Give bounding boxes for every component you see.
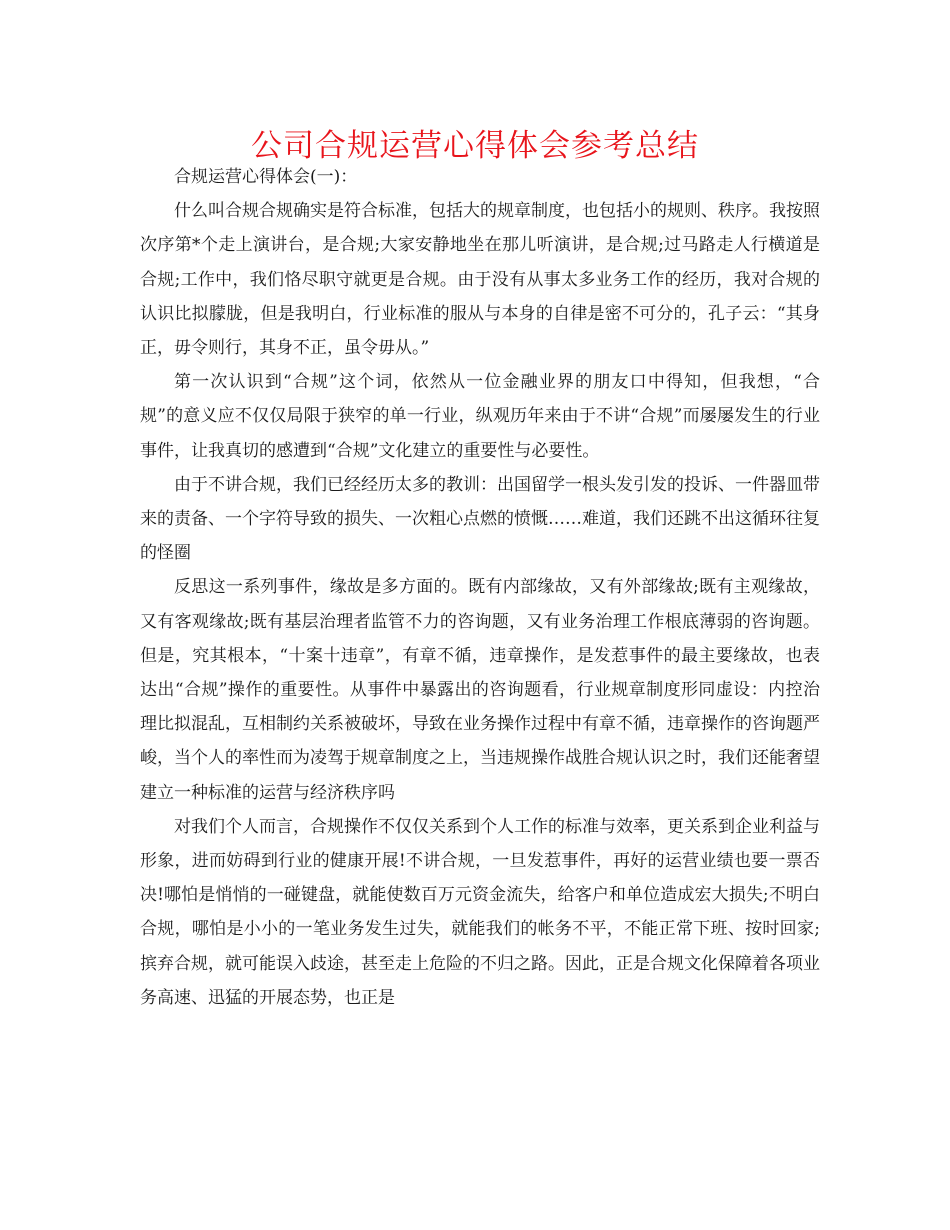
paragraph-2: 第一次认识到“合规”这个词，依然从一位金融业界的朋友口中得知，但我想，“合规”的意义应不仅仅局限于狭窄的单一行业，纵观历年来由于不讲“合规”而屡屡发生的行业事件，让我真切的感遭到“合规”文化建立的重要性与必要性。 xyxy=(140,372,820,461)
document-body xyxy=(140,160,820,1015)
paragraph-5: 对我们个人而言，合规操作不仅仅关系到个人工作的标准与效率，更关系到企业利益与形象，进而妨碍到行业的健康开展!不讲合规，一旦发惹事件，再好的运营业绩也要一票否决!哪怕是悄悄的一碰键盘，就能使数百万元资金流失，给客户和单位造成宏大损失;不明白合规，哪怕是小小的一笔业务发生过失，就能我们的帐务不平，不能正常下班、按时回家;摈弃合规，就可能误入歧途，甚至走上危险的不归之路。因此，正是合规文化保障着各项业务高速、迅猛的开展态势，也正是 xyxy=(140,816,820,1008)
document-title: 公司合规运营心得体会参考总结 xyxy=(251,128,699,164)
paragraph-1: 什么叫合规合规确实是符合标准，包括大的规章制度，也包括小的规则、秩序。我按照次序第*个走上演讲台，是合规;大家安静地坐在那儿听演讲，是合规;过马路走人行横道是合规;工作中，我们恪尽职守就更是合规。由于没有从事太多业务工作的经历，我对合规的认识比拟朦胧，但是我明白，行业标准的服从与本身的自律是密不可分的，孔子云：“其身正，毋令则行，其身不正，虽令毋从。” xyxy=(140,201,820,359)
paragraph-4: 反思这一系列事件，缘故是多方面的。既有内部缘故，又有外部缘故;既有主观缘故，又有客观缘故;既有基层治理者监管不力的咨询题，又有业务治理工作根底薄弱的咨询题。但是，究其根本，“十案十违章”，有章不循，违章操作，是发惹事件的最主要缘故，也表达出“合规”操作的重要性。从事件中暴露出的咨询题看，行业规章制度形同虚设：内控治理比拟混乱，互相制约关系被破坏，导致在业务操作过程中有章不循，违章操作的咨询题严峻，当个人的率性而为凌驾于规章制度之上，当违规操作战胜合规认识之时，我们还能奢望建立一种标准的运营与经济秩序吗 xyxy=(140,577,820,803)
paragraph-3: 由于不讲合规，我们已经经历太多的教训：出国留学一根头发引发的投诉、一件器皿带来的责备、一个字符导致的损失、一次粗心点燃的愤慨……难道，我们还跳不出这循环往复的怪圈 xyxy=(140,474,820,564)
section-heading: 合规运营心得体会(一)： xyxy=(174,167,358,187)
